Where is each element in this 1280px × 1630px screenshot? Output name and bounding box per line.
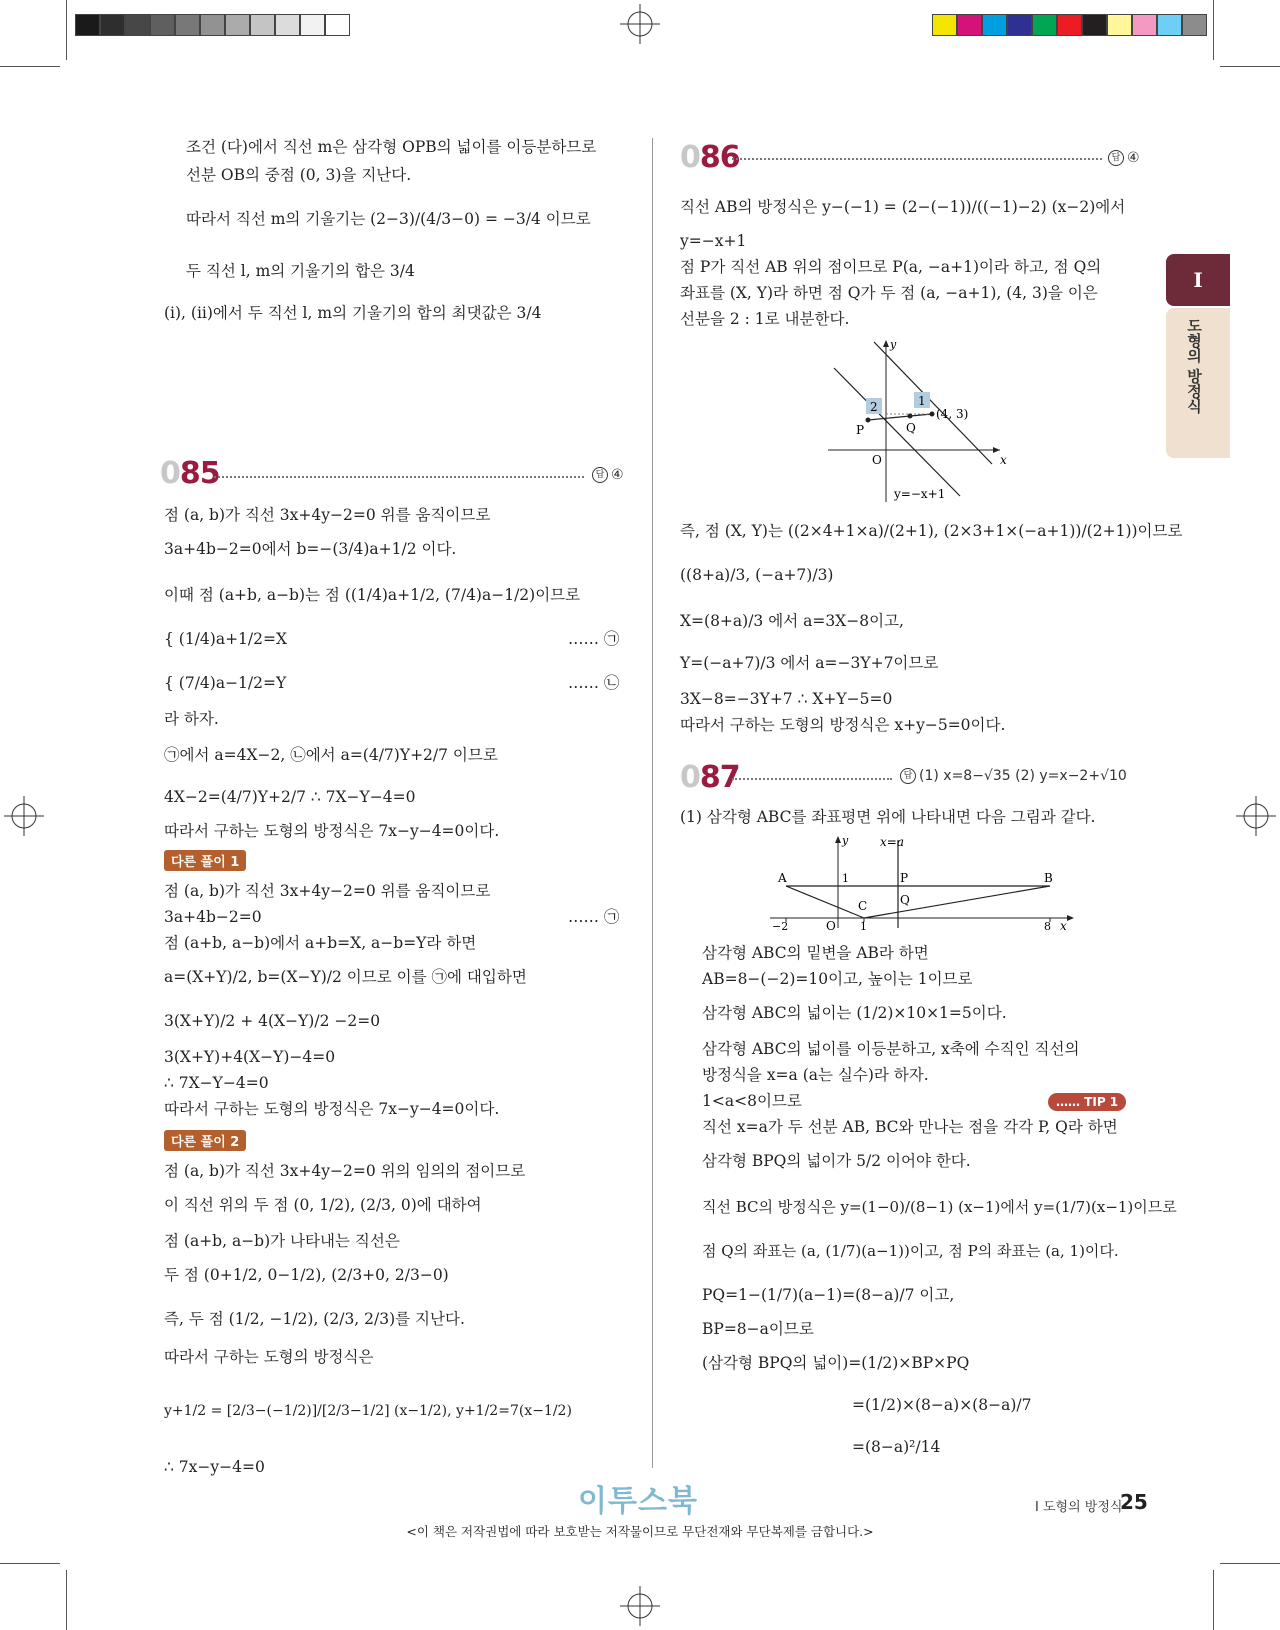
color-swatch (100, 14, 125, 36)
text-line: 삼각형 ABC의 넓이를 이등분하고, x축에 수직인 직선의 (702, 1040, 1080, 1058)
tip-marker: …… TIP 1 (1048, 1088, 1126, 1114)
text-line: 따라서 구하는 도형의 방정식은 7x−y−4=0이다. (164, 1100, 500, 1118)
text-line: { (1/4)a+1/2=X (164, 630, 288, 648)
column-divider (652, 138, 653, 1468)
text-line: X=(8+a)/3 에서 a=3X−8이고, (680, 612, 904, 630)
point-label: A (778, 871, 787, 885)
text-line: 즉, 점 (X, Y)는 ((2×4+1×a)/(2+1), (2×3+1×(−a+1))/(2+1))이므로 (680, 522, 1183, 540)
text-line: a=(X+Y)/2, b=(X−Y)/2 이므로 이를 ㉠에 대입하면 (164, 968, 527, 986)
text-line: 직선 x=a가 두 선분 AB, BC와 만나는 점을 각각 P, Q라 하면 (702, 1118, 1118, 1136)
ratio-label: 1 (918, 394, 926, 408)
crop-mark (1213, 0, 1214, 60)
point-label: Q (906, 421, 916, 435)
color-swatch (325, 14, 350, 36)
line-label: y=−x+1 (894, 487, 946, 501)
color-swatch (1182, 14, 1207, 36)
text-line: =(8−a)²/14 (852, 1438, 941, 1456)
text-line: 즉, 두 점 (1/2, −1/2), (2/3, 2/3)를 지난다. (164, 1310, 465, 1328)
text-line: 따라서 직선 m의 기울기는 (2−3)/(4/3−0) = −3/4 이므로 (186, 210, 591, 228)
point-label: C (858, 899, 868, 913)
tick-label: 1 (860, 920, 867, 932)
text-line: 점 (a, b)가 직선 3x+4y−2=0 위를 움직이므로 (164, 506, 491, 524)
color-swatch (932, 14, 957, 36)
text-line: 3X−8=−3Y+7 ∴ X+Y−5=0 (680, 690, 893, 708)
color-swatch (75, 14, 100, 36)
text-line: 선분을 2 : 1로 내분한다. (680, 310, 850, 328)
chapter-roman-tab: I (1166, 254, 1230, 306)
text-line: 선분 OB의 중점 (0, 3)을 지난다. (186, 166, 412, 184)
header-rule (732, 778, 892, 780)
problem-number-086: 086 (680, 140, 740, 175)
point-label: (4, 3) (936, 407, 969, 421)
axis-label: y (890, 338, 897, 351)
point-label: P (900, 871, 909, 885)
crop-mark (1220, 66, 1280, 67)
tick-label: 8 (1044, 920, 1051, 932)
text-line: 좌표를 (X, Y)라 하면 점 Q가 두 점 (a, −a+1), (4, 3)을 이은 (680, 284, 1098, 302)
color-swatch (200, 14, 225, 36)
text-line: 3(X+Y)/2 + 4(X−Y)/2 −2=0 (164, 1012, 381, 1030)
copyright-notice: <이 책은 저작권법에 따라 보호받는 저작물이므로 무단전재와 무단복제를 금합니다.> (406, 1524, 874, 1539)
line-label: x=a (880, 835, 904, 849)
text-line: 3a+4b−2=0에서 b=−(3/4)a+1/2 이다. (164, 540, 457, 558)
text-line: 이때 점 (a+b, a−b)는 점 ((1/4)a+1/2, (7/4)a−1/2)이므로 (164, 586, 581, 604)
color-swatch (250, 14, 275, 36)
origin-label: O (826, 919, 836, 932)
crop-mark (66, 1570, 67, 1630)
footer-chapter: I 도형의 방정식 (1035, 1500, 1123, 1515)
graph-087 (762, 832, 1082, 932)
color-bar (932, 14, 1207, 36)
text-line: BP=8−a이므로 (702, 1320, 814, 1338)
text-line: 4X−2=(4/7)Y+2/7 ∴ 7X−Y−4=0 (164, 788, 416, 806)
chapter-title: 도형의 방정식 (1185, 318, 1203, 414)
point-label: Q (900, 893, 910, 907)
text-line: Y=(−a+7)/3 에서 a=−3Y+7이므로 (680, 654, 939, 672)
text-line: 3(X+Y)+4(X−Y)−4=0 (164, 1048, 336, 1066)
tick-label: 1 (842, 872, 849, 885)
text-line: 1<a<8이므로 (702, 1092, 802, 1110)
registration-mark-icon (620, 4, 660, 44)
chapter-title-tab (1166, 308, 1230, 458)
text-line: 점 Q의 좌표는 (a, (1/7)(a−1))이고, 점 P의 좌표는 (a, 1)이다. (702, 1242, 1119, 1260)
crop-mark (66, 0, 67, 60)
text-line: AB=8−(−2)=10이고, 높이는 1이므로 (702, 970, 973, 988)
color-swatch (225, 14, 250, 36)
text-line: ((8+a)/3, (−a+7)/3) (680, 566, 834, 584)
text-line: PQ=1−(1/7)(a−1)=(8−a)/7 이고, (702, 1286, 955, 1304)
axis-label: y (842, 834, 849, 847)
equation-mark: …… ㉡ (568, 674, 620, 692)
text-line: 라 하자. (164, 710, 219, 728)
color-swatch (175, 14, 200, 36)
alt-solution-1-label: 다른 풀이 1 (164, 850, 246, 871)
text-line: 따라서 구하는 도형의 방정식은 7x−y−4=0이다. (164, 822, 500, 840)
text-line: 삼각형 BPQ의 넓이가 5/2 이어야 한다. (702, 1152, 971, 1170)
registration-mark-icon (4, 796, 44, 836)
text-line: (i), (ii)에서 두 직선 l, m의 기울기의 합의 최댓값은 3/4 (164, 304, 542, 322)
text-line: 점 (a, b)가 직선 3x+4y−2=0 위를 움직이므로 (164, 882, 491, 900)
equation-mark: …… ㉠ (568, 630, 620, 648)
problem-number-087: 087 (680, 760, 740, 795)
registration-mark-icon (620, 1586, 660, 1626)
color-swatch (1057, 14, 1082, 36)
crop-mark (1213, 1570, 1214, 1630)
text-line: 직선 BC의 방정식은 y=(1−0)/(8−1) (x−1)에서 y=(1/7)(x−1)이므로 (702, 1198, 1177, 1216)
text-line: ㉠에서 a=4X−2, ㉡에서 a=(4/7)Y+2/7 이므로 (164, 746, 498, 764)
crop-mark (1220, 1563, 1280, 1564)
page-number: 25 (1120, 1490, 1148, 1514)
axis-label: x (1060, 919, 1067, 932)
publisher-logo: 이투스북 (578, 1484, 698, 1519)
problem-number-085: 085 (160, 456, 220, 491)
color-swatch (150, 14, 175, 36)
text-line: { (7/4)a−1/2=Y (164, 674, 287, 692)
point-label: P (856, 423, 865, 437)
text-line: 점 (a+b, a−b)가 나타내는 직선은 (164, 1232, 400, 1250)
text-line: (1) 삼각형 ABC를 좌표평면 위에 나타내면 다음 그림과 같다. (680, 808, 1096, 826)
text-line: 조건 (다)에서 직선 m은 삼각형 OPB의 넓이를 이등분하므로 (186, 138, 597, 156)
text-line: (삼각형 BPQ의 넓이)=(1/2)×BP×PQ (702, 1354, 970, 1372)
color-swatch (275, 14, 300, 36)
origin-label: O (872, 453, 882, 467)
header-rule (732, 158, 1102, 160)
graph-086 (820, 336, 1010, 506)
text-line: 이 직선 위의 두 점 (0, 1/2), (2/3, 0)에 대하여 (164, 1196, 482, 1214)
text-line: 점 (a, b)가 직선 3x+4y−2=0 위의 임의의 점이므로 (164, 1162, 526, 1180)
text-line: 삼각형 ABC의 넓이는 (1/2)×10×1=5이다. (702, 1004, 1007, 1022)
text-line: y+1/2 = [2/3−(−1/2)]/[2/3−1/2] (x−1/2), y+1/2=7(x−1/2) (164, 1403, 572, 1419)
crop-mark (0, 1563, 60, 1564)
alt-solution-2-label: 다른 풀이 2 (164, 1130, 246, 1151)
equation-mark: …… ㉠ (568, 908, 620, 926)
text-line: 두 직선 l, m의 기울기의 합은 3/4 (186, 262, 415, 280)
text-line: ∴ 7X−Y−4=0 (164, 1074, 269, 1092)
text-line: 따라서 구하는 도형의 방정식은 (164, 1348, 374, 1366)
text-line: 점 P가 직선 AB 위의 점이므로 P(a, −a+1)이라 하고, 점 Q의 (680, 258, 1102, 276)
answer-icon: 답 (1108, 150, 1124, 166)
color-swatch (982, 14, 1007, 36)
tick-label: −2 (772, 920, 789, 932)
text-line: 따라서 구하는 도형의 방정식은 x+y−5=0이다. (680, 716, 1006, 734)
registration-mark-icon (1236, 796, 1276, 836)
text-line: =(1/2)×(8−a)×(8−a)/7 (852, 1396, 1032, 1414)
text-line: 점 (a+b, a−b)에서 a+b=X, a−b=Y라 하면 (164, 934, 477, 952)
text-line: 직선 AB의 방정식은 y−(−1) = (2−(−1))/((−1)−2) (x−2)에서 (680, 198, 1126, 216)
color-swatch (300, 14, 325, 36)
answer-icon: 답 (900, 768, 916, 784)
text-line: ∴ 7x−y−4=0 (164, 1458, 265, 1476)
color-swatch (1082, 14, 1107, 36)
color-swatch (957, 14, 982, 36)
grayscale-bar (75, 14, 350, 36)
color-swatch (1007, 14, 1032, 36)
text-line: y=−x+1 (680, 232, 747, 250)
answer-085: 답 ④ (592, 467, 624, 483)
text-line: 방정식을 x=a (a는 실수)라 하자. (702, 1066, 929, 1084)
answer-086: 답 ④ (1108, 150, 1140, 166)
text-line: 두 점 (0+1/2, 0−1/2), (2/3+0, 2/3−0) (164, 1266, 449, 1284)
color-swatch (1107, 14, 1132, 36)
header-rule (214, 476, 584, 478)
color-swatch (1032, 14, 1057, 36)
answer-icon: 답 (592, 467, 608, 483)
color-swatch (125, 14, 150, 36)
point-label: B (1044, 871, 1053, 885)
color-swatch (1157, 14, 1182, 36)
text-line: 3a+4b−2=0 (164, 908, 262, 926)
axis-label: x (1000, 453, 1007, 467)
crop-mark (0, 66, 60, 67)
ratio-label: 2 (870, 400, 878, 414)
color-swatch (1132, 14, 1157, 36)
text-line: 삼각형 ABC의 밑변을 AB라 하면 (702, 944, 929, 962)
answer-087: 답 (1) x=8−√35 (2) y=x−2+√10 (900, 768, 1127, 784)
